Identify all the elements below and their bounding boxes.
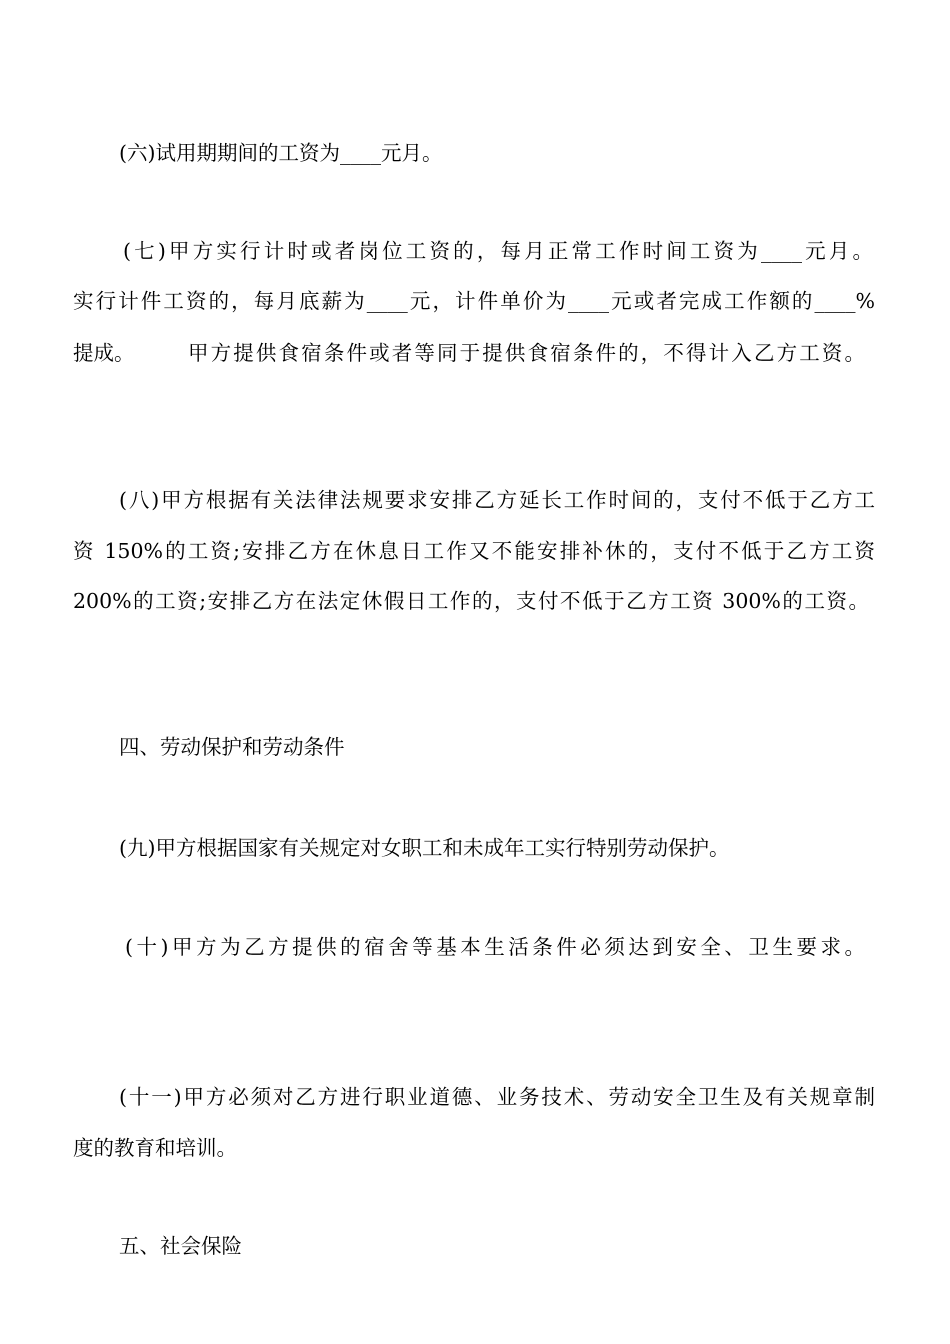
section-heading-4: 四、劳动保护和劳动条件 — [119, 735, 345, 759]
clause-8-line-3: 200%的工资;安排乙方在法定休假日工作的，支付不低于乙方工资 300%的工资。 — [73, 589, 869, 613]
clause-8-line-1: (八)甲方根据有关法律法规要求安排乙方延长工作时间的，支付不低于乙方工 — [119, 488, 875, 512]
clause-8-line-2: 资 150%的工资;安排乙方在休息日工作又不能安排补休的，支付不低于乙方工资 — [73, 539, 875, 563]
clause-7-line-1: (七)甲方实行计时或者岗位工资的，每月正常工作时间工资为____元月。 — [123, 239, 873, 263]
clause-10: (十)甲方为乙方提供的宿舍等基本生活条件必须达到安全、卫生要求。 — [125, 935, 865, 959]
clause-7-line-3b: 甲方提供食宿条件或者等同于提供食宿条件的，不得计入乙方工资。 — [188, 341, 865, 365]
clause-9: (九)甲方根据国家有关规定对女职工和未成年工实行特别劳动保护。 — [119, 836, 730, 860]
clause-11-line-1: (十一)甲方必须对乙方进行职业道德、业务技术、劳动安全卫生及有关规章制 — [119, 1085, 875, 1109]
clause-6: (六)试用期期间的工资为____元月。 — [119, 141, 443, 165]
clause-7-line-2: 实行计件工资的，每月底薪为____元，计件单价为____元或者完成工作额的____% — [73, 289, 875, 313]
clause-7-line-3a: 提成。 — [73, 341, 135, 365]
clause-11-line-2: 度的教育和培训。 — [73, 1136, 237, 1160]
section-heading-5: 五、社会保险 — [119, 1234, 242, 1258]
